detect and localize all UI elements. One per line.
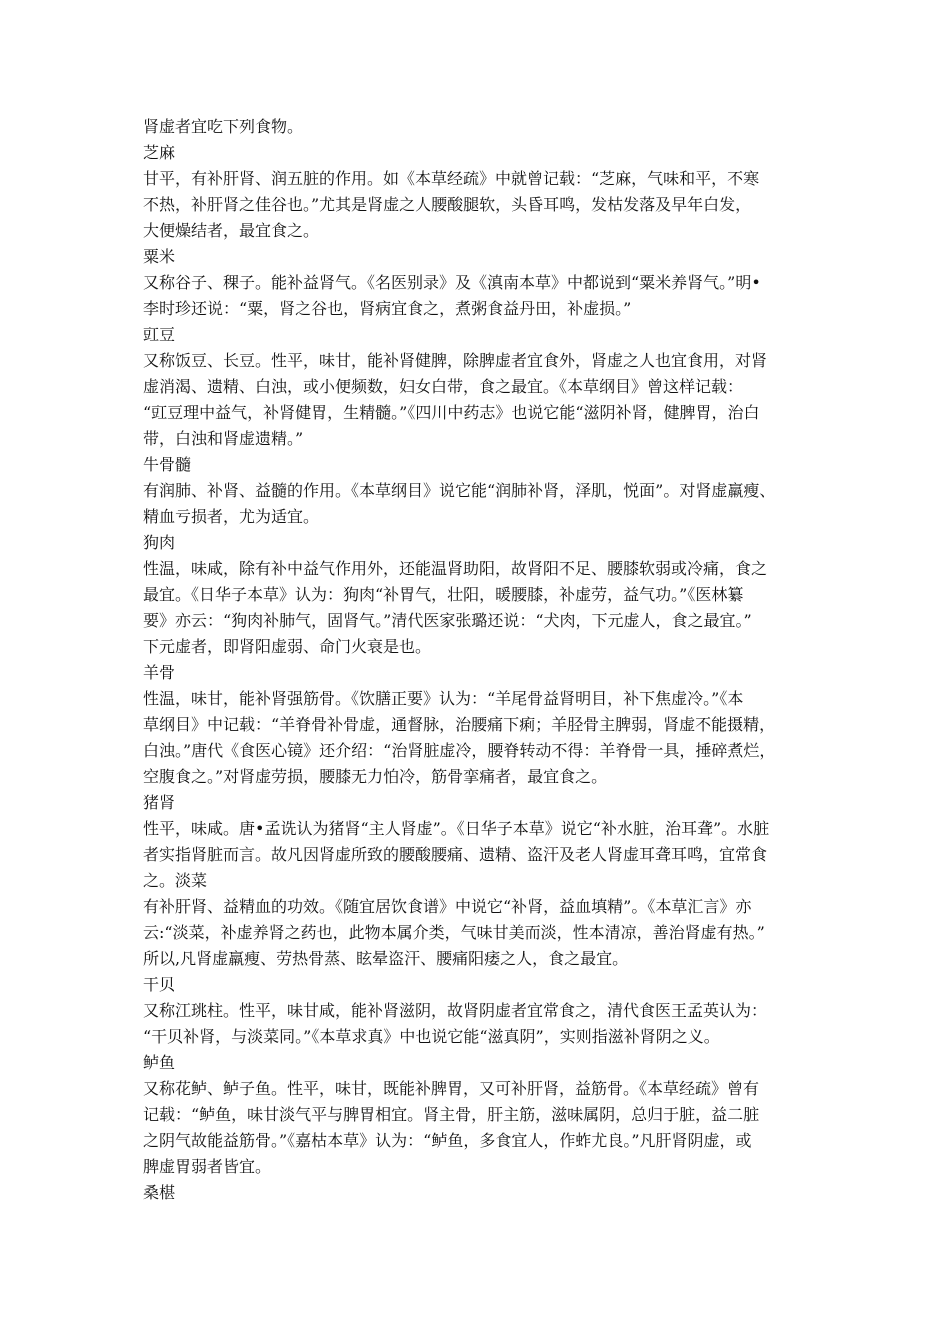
text-line: 性温，味咸，除有补中益气作用外，还能温肾助阳，故肾阳不足、腰膝软弱或冷痛，食之 — [143, 559, 768, 578]
text-line: 之。淡菜 — [143, 871, 208, 890]
item-title-yanggu: 羊骨 — [143, 663, 176, 682]
text-line: 李时珍还说：“粟，肾之谷也，肾病宜食之，煮粥食益丹田，补虚损。” — [143, 299, 632, 318]
item-title-sumi: 粟米 — [143, 247, 176, 266]
text-line: 云:“淡菜，补虚养肾之药也，此物本属介类，气味甘美而淡，性本清凉，善治肾虚有热。” — [143, 923, 765, 942]
text-line: 又称饭豆、长豆。性平，味甘，能补肾健脾，除脾虚者宜食外，肾虚之人也宜食用，对肾 — [143, 351, 768, 370]
text-line: 白浊。”唐代《食医心镜》还介绍：“治肾脏虚冷，腰脊转动不得：羊脊骨一具，捶碎煮烂， — [143, 741, 776, 760]
item-title-niugusui: 牛骨髓 — [143, 455, 192, 474]
item-title-sangshen: 桑椹 — [143, 1183, 176, 1202]
item-title-luyu: 鲈鱼 — [143, 1053, 176, 1072]
item-title-jiangdou: 豇豆 — [143, 325, 176, 344]
text-line: 空腹食之。”对肾虚劳损，腰膝无力怕冷，筋骨挛痛者，最宜食之。 — [143, 767, 608, 786]
text-line: 记载：“鲈鱼，味甘淡气平与脾胃相宜。肾主骨，肝主筋，滋味属阴，总归于脏，益二脏 — [143, 1105, 760, 1124]
item-title-gourou: 狗肉 — [143, 533, 176, 552]
text-line: 精血亏损者，尤为适宜。 — [143, 507, 320, 526]
text-line: 有润肺、补肾、益髓的作用。《本草纲目》说它能“润肺补肾，泽肌，悦面”。对肾虚羸瘦、 — [143, 481, 776, 500]
text-line: 草纲目》中记载：“羊脊骨补骨虚，通督脉，治腰痛下痢；羊胫骨主脾弱，肾虚不能摄精， — [143, 715, 776, 734]
text-line: 者实指肾脏而言。故凡因肾虚所致的腰酸腰痛、遗精、盗汗及老人肾虚耳聋耳鸣，宜常食 — [143, 845, 768, 864]
text-line: 脾虚胃弱者皆宜。 — [143, 1157, 272, 1176]
text-line: “豇豆理中益气，补肾健胃，生精髓。”《四川中药志》也说它能“滋阴补肾，健脾胃，治白 — [143, 403, 760, 422]
text-line: 性温，味甘，能补肾强筋骨。《饮膳正要》认为：“羊尾骨益肾明目，补下焦虚冷。”《本 — [143, 689, 744, 708]
text-line: 带，白浊和肾虚遗精。” — [143, 429, 304, 448]
text-line: 所以,凡肾虚羸瘦、劳热骨蒸、眩晕盗汗、腰痛阳痿之人，食之最宜。 — [143, 949, 629, 968]
text-line: 又称花鲈、鲈子鱼。性平，味甘，既能补脾胃，又可补肝肾，益筋骨。《本草经疏》曾有 — [143, 1079, 760, 1098]
text-line: 之阴气故能益筋骨。”《嘉枯本草》认为：“鲈鱼，多食宜人，作蚱尤良。”凡肝肾阴虚，或 — [143, 1131, 752, 1150]
intro-line: 肾虚者宜吃下列食物。 — [143, 117, 304, 136]
text-line: 要》亦云：“狗肉补肺气，固肾气。”清代医家张璐还说：“犬肉，下元虚人，食之最宜。” — [143, 611, 752, 630]
text-line: 不热，补肝肾之佳谷也。”尤其是肾虚之人腰酸腿软，头昏耳鸣，发枯发落及早年白发， — [143, 195, 752, 214]
text-line: 虚消渴、遗精、白浊，或小便频数，妇女白带，食之最宜。《本草纲目》曾这样记载： — [143, 377, 744, 396]
text-line: 最宜。《日华子本草》认为：狗肉“补胃气，壮阳，暖腰膝，补虚劳，益气功。”《医林纂 — [143, 585, 744, 604]
item-title-zhushen: 猪肾 — [143, 793, 176, 812]
text-line: 性平，味咸。唐•孟诜认为猪肾“主人肾虚”。《日华子本草》说它“补水脏，治耳聋”。水脏 — [143, 819, 770, 838]
document-body — [143, 114, 826, 1206]
item-title-zhima: 芝麻 — [143, 143, 176, 162]
text-line: “干贝补肾，与淡菜同。”《本草求真》中也说它能“滋真阴”，实则指滋补肾阴之义。 — [143, 1027, 720, 1046]
text-line: 有补肝肾、益精血的功效。《随宜居饮食谱》中说它“补肾，益血填精”。《本草汇言》亦 — [143, 897, 752, 916]
text-line: 又称谷子、稞子。能补益肾气。《名医别录》及《滇南本草》中都说到“粟米养肾气。”明• — [143, 273, 761, 292]
text-line: 大便燥结者，最宜食之。 — [143, 221, 320, 240]
text-line: 甘平，有补肝肾、润五脏的作用。如《本草经疏》中就曾记载：“芝麻，气味和平，不寒 — [143, 169, 760, 188]
item-title-ganbei: 干贝 — [143, 975, 176, 994]
text-line: 又称江珧柱。性平，味甘咸，能补肾滋阴，故肾阴虚者宜常食之，清代食医王孟英认为： — [143, 1001, 768, 1020]
text-line: 下元虚者，即肾阳虚弱、命门火衰是也。 — [143, 637, 432, 656]
